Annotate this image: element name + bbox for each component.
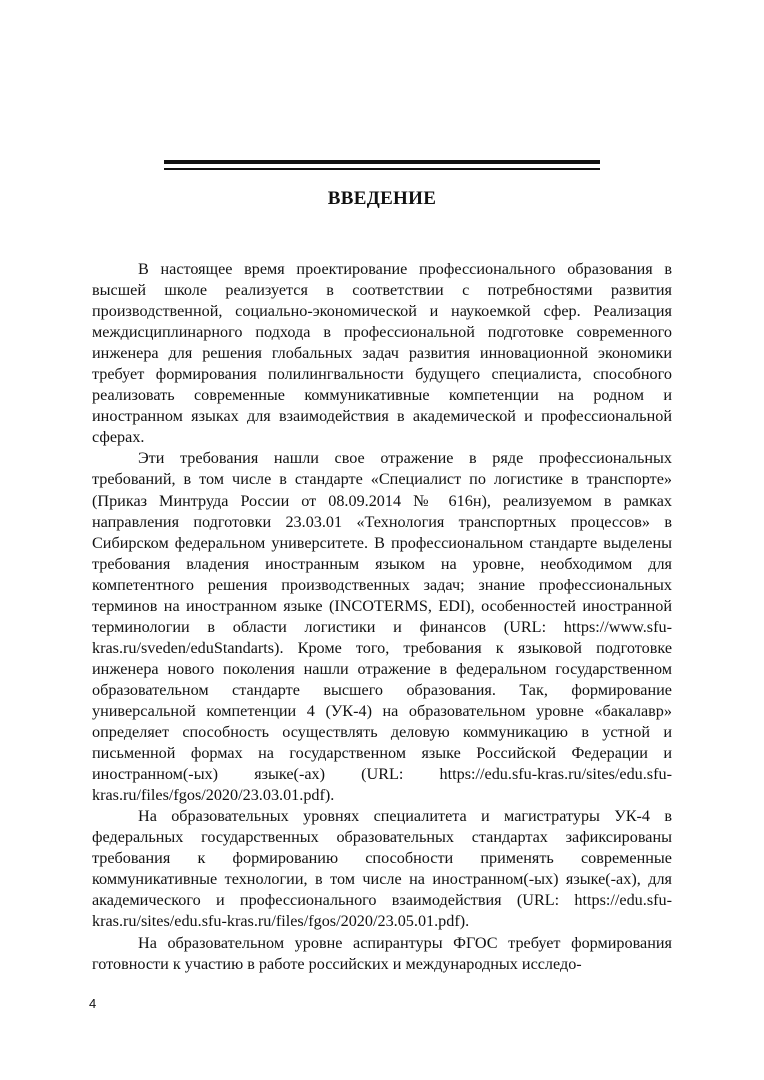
page-number: 4 bbox=[89, 996, 97, 1011]
header-rule-thick bbox=[164, 160, 600, 164]
body-text bbox=[92, 259, 672, 975]
paragraph-2: Эти требования нашли свое отражение в ряде профессиональных требований, в том числе в стандарте «Специалист по логистике в транспорте» (Приказ Минтруда России от 08.09.2014 № 616н), реализуемом в рамках направления подготовки 23.03.01 «Технология транспортных процессов» в Сибирском федеральном университете. В профессиональном стандарте выделены требования владения иностранным языком на уровне, необходимом для компетентного решения производственных задач; знание профессиональных терминов на иностранном языке (INCOTERMS, EDI), особенностей иностранной терминологии в области логистики и финансов (URL: https://www.sfu-kras.ru/sveden/eduStandarts). Кроме того, требования к языковой подготовке инженера нового поколения нашли отражение в федеральном государственном образовательном стандарте высшего образования. Так, формирование универсальной компетенции 4 (УК-4) на образовательном уровне «бакалавр» определяет способность осуществлять деловую коммуникацию в устной и письменной формах на государственном языке Российской Федерации и иностранном(-ых) языке(-ах) (URL: https://edu.sfu-kras.ru/sites/edu.sfu-kras.ru/files/fgos/2020/23.03.01.pdf). bbox=[92, 449, 672, 805]
paragraph-4: На образовательном уровне аспирантуры ФГОС требует формирования готовности к участию в работе российских и международных исследо- bbox=[92, 933, 672, 973]
paragraph-3: На образовательных уровнях специалитета и магистратуры УК-4 в федеральных государственных образовательных стандартах зафиксированы требования к формированию способности применять современные коммуникативные технологии, в том числе на иностранном(-ых) языке(-ах), для академического и профессионального взаимодействия (URL: https://edu.sfu-kras.ru/sites/edu.sfu-kras.ru/files/fgos/2020/23.05.01.pdf). bbox=[92, 807, 672, 931]
header-rule-thin bbox=[164, 168, 600, 170]
paragraph-1: В настоящее время проектирование профессионального образования в высшей школе реализуется в соответствии с потребностями развития производственной, социально-экономической и наукоемкой сфер. Реализация междисциплинарного подхода в профессиональной подготовке современного инженера для решения глобальных задач развития инновационной экономики требует формирования полилингвальности будущего специалиста, способного реализовать современные коммуникативные компетенции на родном и иностранном языках для взаимодействия в академической и профессиональной сферах. bbox=[92, 260, 672, 447]
section-heading: ВВЕДЕНИЕ bbox=[327, 188, 437, 209]
